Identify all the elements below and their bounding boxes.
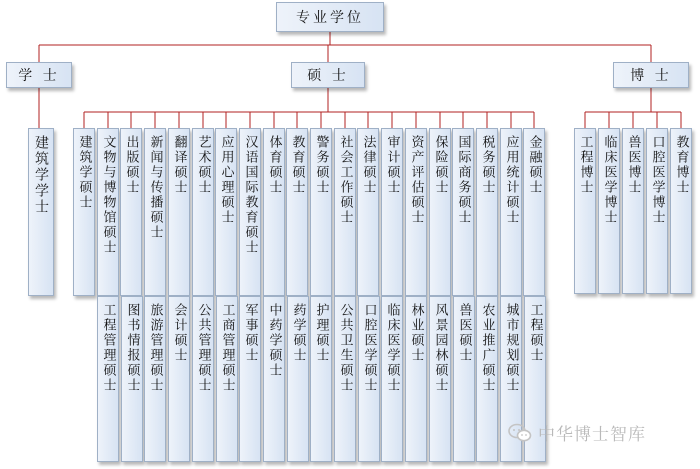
degree-label: 税务硕士 xyxy=(479,135,495,195)
watermark xyxy=(508,420,646,445)
degree-box xyxy=(192,296,214,462)
degree-label: 护理硕士 xyxy=(313,303,329,363)
degree-box xyxy=(239,128,261,296)
degree-box xyxy=(381,296,403,462)
degree-box xyxy=(429,128,451,296)
degree-box xyxy=(646,128,668,294)
degree-box xyxy=(144,128,166,296)
degree-box xyxy=(453,296,475,462)
degree-label: 旅游管理硕士 xyxy=(147,303,163,393)
degree-box xyxy=(598,128,620,294)
degree-box xyxy=(287,296,309,462)
degree-label: 工程博士 xyxy=(577,135,593,195)
degree-label: 保险硕士 xyxy=(432,135,448,195)
degree-label: 资产评估硕士 xyxy=(408,135,424,225)
degree-box xyxy=(452,128,474,296)
degree-box xyxy=(168,128,190,296)
level-bachelor-box xyxy=(6,62,72,88)
degree-box xyxy=(215,128,237,296)
degree-label: 图书情报硕士 xyxy=(124,303,140,393)
degree-label: 社会工作硕士 xyxy=(337,135,353,225)
level-master-label: 硕 士 xyxy=(307,68,349,84)
degree-label: 农业推广硕士 xyxy=(479,303,495,393)
watermark-text: 中华博士智库 xyxy=(538,425,646,445)
degree-box xyxy=(310,296,332,462)
degree-label: 兽医博士 xyxy=(625,135,641,195)
degree-label: 汉语国际教育硕士 xyxy=(242,135,258,255)
degree-label: 公共管理硕士 xyxy=(195,303,211,393)
degree-label: 城市规划硕士 xyxy=(503,303,519,393)
degree-label: 临床医学博士 xyxy=(601,135,617,225)
degree-box xyxy=(358,296,380,462)
degree-label: 工程管理硕士 xyxy=(100,303,116,393)
degree-box xyxy=(168,296,190,462)
degree-box xyxy=(121,296,143,462)
degree-box xyxy=(239,296,261,462)
degree-box xyxy=(574,128,596,294)
degree-label: 军事硕士 xyxy=(242,303,258,363)
degree-label: 风景园林硕士 xyxy=(432,303,448,393)
degree-label: 建筑学硕士 xyxy=(76,135,92,210)
degree-box xyxy=(405,128,427,296)
degree-box xyxy=(73,128,95,296)
degree-box xyxy=(216,296,238,462)
root-box xyxy=(276,2,384,32)
degree-label: 艺术硕士 xyxy=(195,135,211,195)
degree-label: 出版硕士 xyxy=(123,135,139,195)
degree-label: 体育硕士 xyxy=(266,135,282,195)
degree-label: 教育博士 xyxy=(673,135,689,195)
degree-label: 工程硕士 xyxy=(527,303,543,363)
degree-label: 药学硕士 xyxy=(290,303,306,363)
degree-box xyxy=(622,128,644,294)
degree-label: 公共卫生硕士 xyxy=(337,303,353,393)
degree-label: 临床医学硕士 xyxy=(384,303,400,393)
degree-label: 审计硕士 xyxy=(384,135,400,195)
degree-box xyxy=(97,128,119,296)
level-doctor-box xyxy=(613,62,689,88)
degree-label: 建筑学学士 xyxy=(33,135,49,215)
degree-label: 金融硕士 xyxy=(526,135,542,195)
degree-label: 教育硕士 xyxy=(289,135,305,195)
degree-box xyxy=(144,296,166,462)
degree-label: 兽医硕士 xyxy=(456,303,472,363)
degree-label: 中药学硕士 xyxy=(266,303,282,378)
degree-box xyxy=(286,128,308,296)
root-label: 专业学位 xyxy=(296,10,364,26)
degree-box xyxy=(334,128,356,296)
degree-box xyxy=(523,128,545,296)
degree-box xyxy=(263,296,285,462)
degree-box xyxy=(476,128,498,296)
degree-label: 应用心理硕士 xyxy=(218,135,234,225)
degree-label: 新闻与传播硕士 xyxy=(147,135,163,240)
degree-box xyxy=(500,128,522,296)
level-doctor-label: 博 士 xyxy=(630,68,672,84)
level-bachelor-label: 学 士 xyxy=(18,68,60,84)
degree-box xyxy=(263,128,285,296)
level-master-box xyxy=(291,62,365,88)
degree-box xyxy=(476,296,498,462)
degree-box xyxy=(357,128,379,296)
degree-box xyxy=(310,128,332,296)
degree-box xyxy=(120,128,142,296)
degree-label: 翻译硕士 xyxy=(171,135,187,195)
degree-label: 法律硕士 xyxy=(360,135,376,195)
degree-box xyxy=(405,296,427,462)
degree-box xyxy=(192,128,214,296)
degree-label: 口腔医学博士 xyxy=(649,135,665,225)
degree-label: 文物与博物馆硕士 xyxy=(100,135,116,255)
degree-box xyxy=(429,296,451,462)
degree-label: 会计硕士 xyxy=(171,303,187,363)
degree-label: 口腔医学硕士 xyxy=(361,303,377,393)
degree-label: 警务硕士 xyxy=(313,135,329,195)
degree-box xyxy=(334,296,356,462)
degree-box xyxy=(381,128,403,296)
degree-box xyxy=(97,296,119,462)
degree-label: 国际商务硕士 xyxy=(455,135,471,225)
wechat-icon xyxy=(508,423,532,443)
degree-label: 应用统计硕士 xyxy=(503,135,519,225)
degree-label: 工商管理硕士 xyxy=(219,303,235,393)
degree-label: 林业硕士 xyxy=(408,303,424,363)
degree-box xyxy=(670,128,692,294)
degree-box xyxy=(28,128,54,296)
